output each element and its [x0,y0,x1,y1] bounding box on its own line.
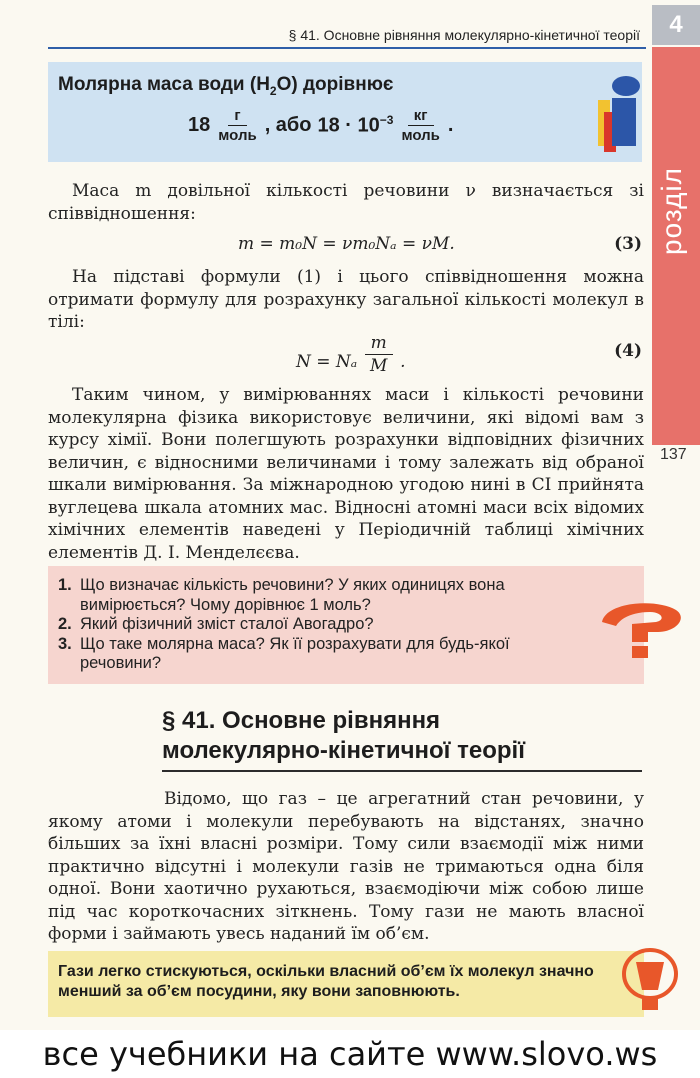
exclamation-icon [620,948,680,1018]
question-text: Що визначає кількість речовини? У яких одиницях вона вимірюється? Чому дорівнює 1 моль? [80,576,505,614]
info-title-pre: Молярна маса води (H [58,74,270,95]
formula-4-line [48,332,642,376]
unit-a-fraction [218,107,256,144]
chapter-tab [652,47,700,445]
value-a: 18 [188,114,211,136]
formula-4 [296,333,406,384]
question-item [58,635,578,674]
question-text: Що таке молярна маса? Як її розрахувати для будь-якої речовини? [80,634,510,672]
paragraph-mass: Маса m довільної кількості речовини ν визначається зі співвідношення: [48,181,644,224]
unit-b-den: моль [401,127,440,144]
section-heading [162,706,642,766]
question-number: 1. [58,576,72,594]
section-heading-line2: молекулярно-кінетичної теорії [162,737,525,764]
separator: , або [264,114,312,136]
unit-a-num: г [228,107,246,126]
value-b-base: 18 · 10 [317,114,380,137]
formula-4-fraction [365,333,393,376]
formula-4-left: N = Nₐ [296,352,358,372]
question-text: Який фізичний зміст сталої Авогадро? [80,615,374,633]
running-header: § 41. Основне рівняння молекулярно-кінетичної теорії [288,27,640,43]
formula-4-denominator: M [369,356,388,376]
question-mark-icon [596,596,692,662]
formula-3: m = m₀N = νm₀Nₐ = νM. [238,234,455,254]
key-fact-text: Гази легко стискуються, оскільки власний об’єм їх молекул значно менший за об’єм посудини, яку вони заповнюють. [58,963,594,1000]
question-number: 3. [58,634,72,653]
info-i-icon [596,72,644,152]
formula-4-numerator: m [365,333,393,355]
header-rule [48,47,646,49]
section-intro: Відомо, що газ – це агрегатний стан речовини, у якому атоми і молекули перебувають на відстанях, значно більших за їхні власні розміри. Тому сили взаємодії між ними практично відсутні і молекули газів не тримаються одна біля одної. Вони хаотично рухаються, взаємодіючи між собою лише під час короткочасних зіткнень. Тому гази не мають власної форми і займають увесь наданий їм об’єм. [48,789,644,944]
formula-end: . [447,114,454,136]
formula-3-number: (3) [614,234,642,254]
footer-banner: все учебники на сайте www.slovo.ws [0,1030,700,1078]
unit-a-den: моль [218,127,257,144]
page-number: 137 [660,446,687,463]
chapter-number: 4 [652,5,700,45]
paragraph-derivation: На підставі формули (1) і цього співвідношення можна отримати формулу для розрахунку загальної кількості молекул в тілі: [48,267,644,332]
questions-box [48,566,644,684]
question-item [58,615,578,635]
info-title-post: O) дорівнює [276,74,394,95]
molar-mass-formula [188,107,453,144]
question-list [58,576,578,674]
chapter-label: розділ [656,167,687,255]
formula-3-line [48,234,642,264]
info-title [58,74,393,98]
unit-b-fraction [401,107,439,144]
question-item [58,576,578,615]
info-title-sub: 2 [269,83,277,98]
question-number: 2. [58,615,72,633]
section-rule [162,770,642,772]
unit-b-num: кг [408,107,434,126]
formula-4-end: . [400,352,406,372]
value-b [318,113,394,138]
formula-4-number: (4) [614,341,642,361]
paragraph-summary: Таким чином, у вимірюваннях маси і кількості речовини молекулярна фізика використовує величини, які відомі вам з курсу хімії. Вони полегшують розрахунки відповідних фізичних величин, є відносними величинами і тому залежать від обраної шкали вимірювання. За міжнародною угодою нині в СІ прийнята вуглецева шкала атомних мас. Відносні атомні маси всіх відомих хімічних елементів наведені у Періодичній таблиці хімічних елементів Д. І. Менделєєва. [48,385,644,563]
key-fact-box [48,951,644,1017]
section-heading-line1: § 41. Основне рівняння [162,707,441,734]
info-box [48,62,642,162]
value-b-exp: −3 [379,113,394,128]
